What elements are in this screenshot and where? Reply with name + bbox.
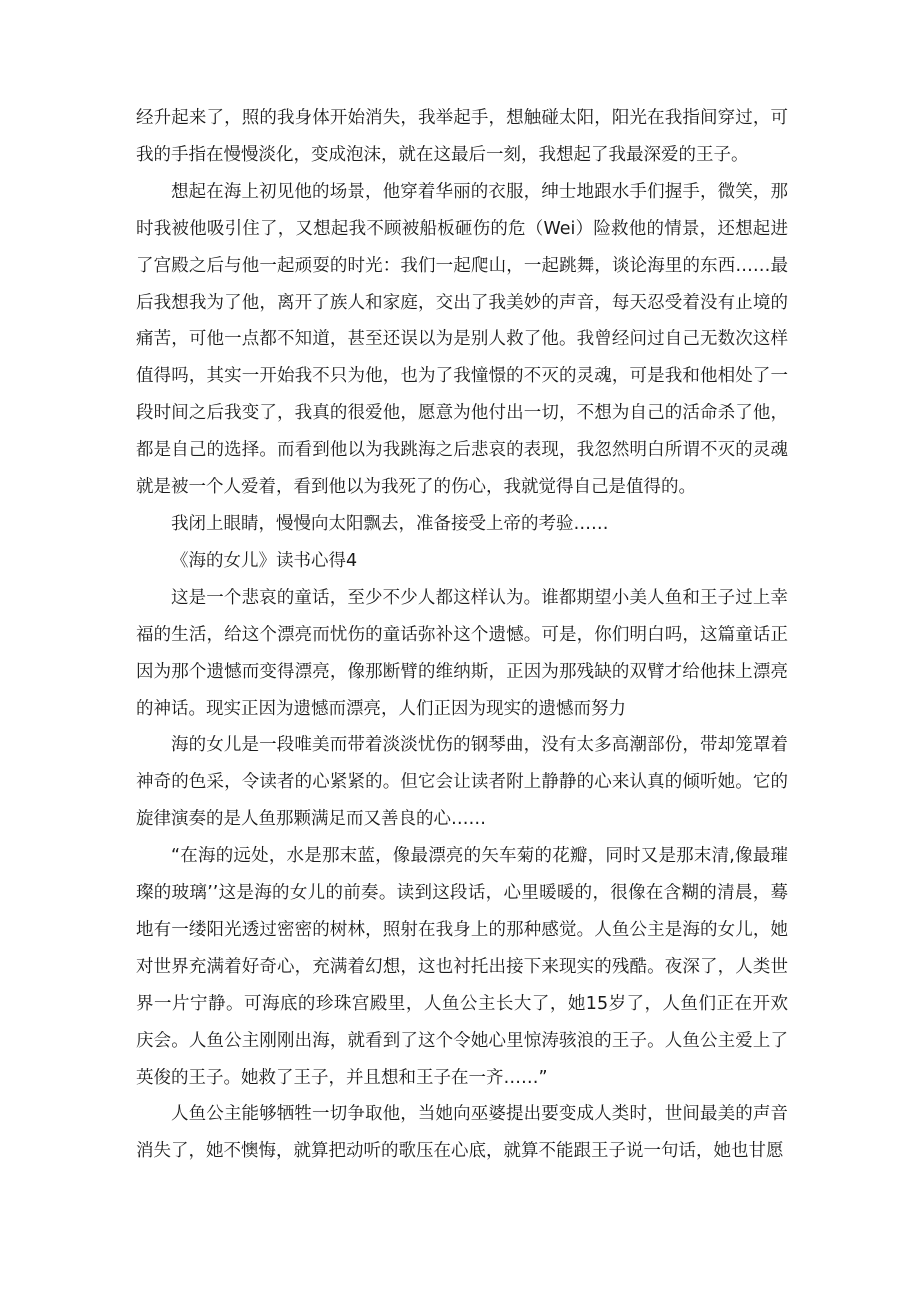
paragraph-7: 人鱼公主能够牺牲一切争取他，当她向巫婆提出要变成人类时，世间最美的声音消失了，她不懊悔，就算把动听的歌压在心底，就算不能跟王子说一句话，她也甘愿: [136, 1104, 788, 1162]
paragraph-3: 我闭上眼睛，慢慢向太阳飘去，准备接受上帝的考验……: [171, 513, 609, 534]
paragraph-4: 这是一个悲哀的童话，至少不少人都这样认为。谁都期望小美人鱼和王子过上幸福的生活，给这个漂亮而忧伤的童话弥补这个遗憾。可是，你们明白吗，这篇童话正因为那个遗憾而变得漂亮，像那断臂的维纳斯，正因为那残缺的双臂才给他抹上漂亮的神话。现实正因为遗憾而漂亮，人们正因为现实的遗憾而努力: [136, 587, 788, 719]
paragraph-6: “在海的远处，水是那末蓝，像最漂亮的矢车菊的花瓣，同时又是那末清,像最璀璨的玻璃’’这是海的女儿的前奏。读到这段话，心里暖暖的，很像在含糊的清晨，蓦地有一缕阳光透过密密的树林，照射在我身上的那种感觉。人鱼公主是海的女儿，她对世界充满着好奇心，充满着幻想，这也衬托出接下来现实的残酷。夜深了，人类世界一片宁静。可海底的珍珠宫殿里，人鱼公主长大了，她15岁了，人鱼们正在开欢庆会。人鱼公主刚刚出海，就看到了这个令她心里惊涛骇浪的王子。人鱼公主爱上了英俊的王子。她救了王子，并且想和王子在一齐……”: [136, 846, 788, 1088]
section-heading: 《海的女儿》读书心得4: [171, 550, 358, 571]
paragraph-2: 想起在海上初见他的场景，他穿着华丽的衣服，绅士地跟水手们握手，微笑，那时我被他吸引住了，又想起我不顾被船板砸伤的危（Wei）险救他的情景，还想起进了宫殿之后与他一起顽耍的时光：我们一起爬山，一起跳舞，谈论海里的东西……最后我想我为了他，离开了族人和家庭，交出了我美妙的声音，每天忍受着没有止境的痛苦，可他一点都不知道，甚至还误以为是别人救了他。我曾经问过自己无数次这样值得吗，其实一开始我不只为他，也为了我憧憬的不灭的灵魂，可是我和他相处了一段时间之后我变了，我真的很爱他，愿意为他付出一切，不想为自己的活命杀了他，都是自己的选择。而看到他以为我跳海之后悲哀的表现，我忽然明白所谓不灭的灵魂就是被一个人爱着，看到他以为我死了的伤心，我就觉得自己是值得的。: [136, 181, 788, 498]
paragraph-1: 经升起来了，照的我身体开始消失，我举起手，想触碰太阳，阳光在我指间穿过，可我的手指在慢慢淡化，变成泡沫，就在这最后一刻，我想起了我最深爱的王子。: [136, 108, 788, 165]
paragraph-5: 海的女儿是一段唯美而带着淡淡忧伤的钢琴曲，没有太多高潮部份，带却笼罩着神奇的色采，令读者的心紧紧的。但它会让读者附上静静的心来认真的倾听她。它的旋律演奏的是人鱼那颗满足而又善良的心……: [136, 735, 788, 830]
document-body: [136, 100, 788, 1170]
